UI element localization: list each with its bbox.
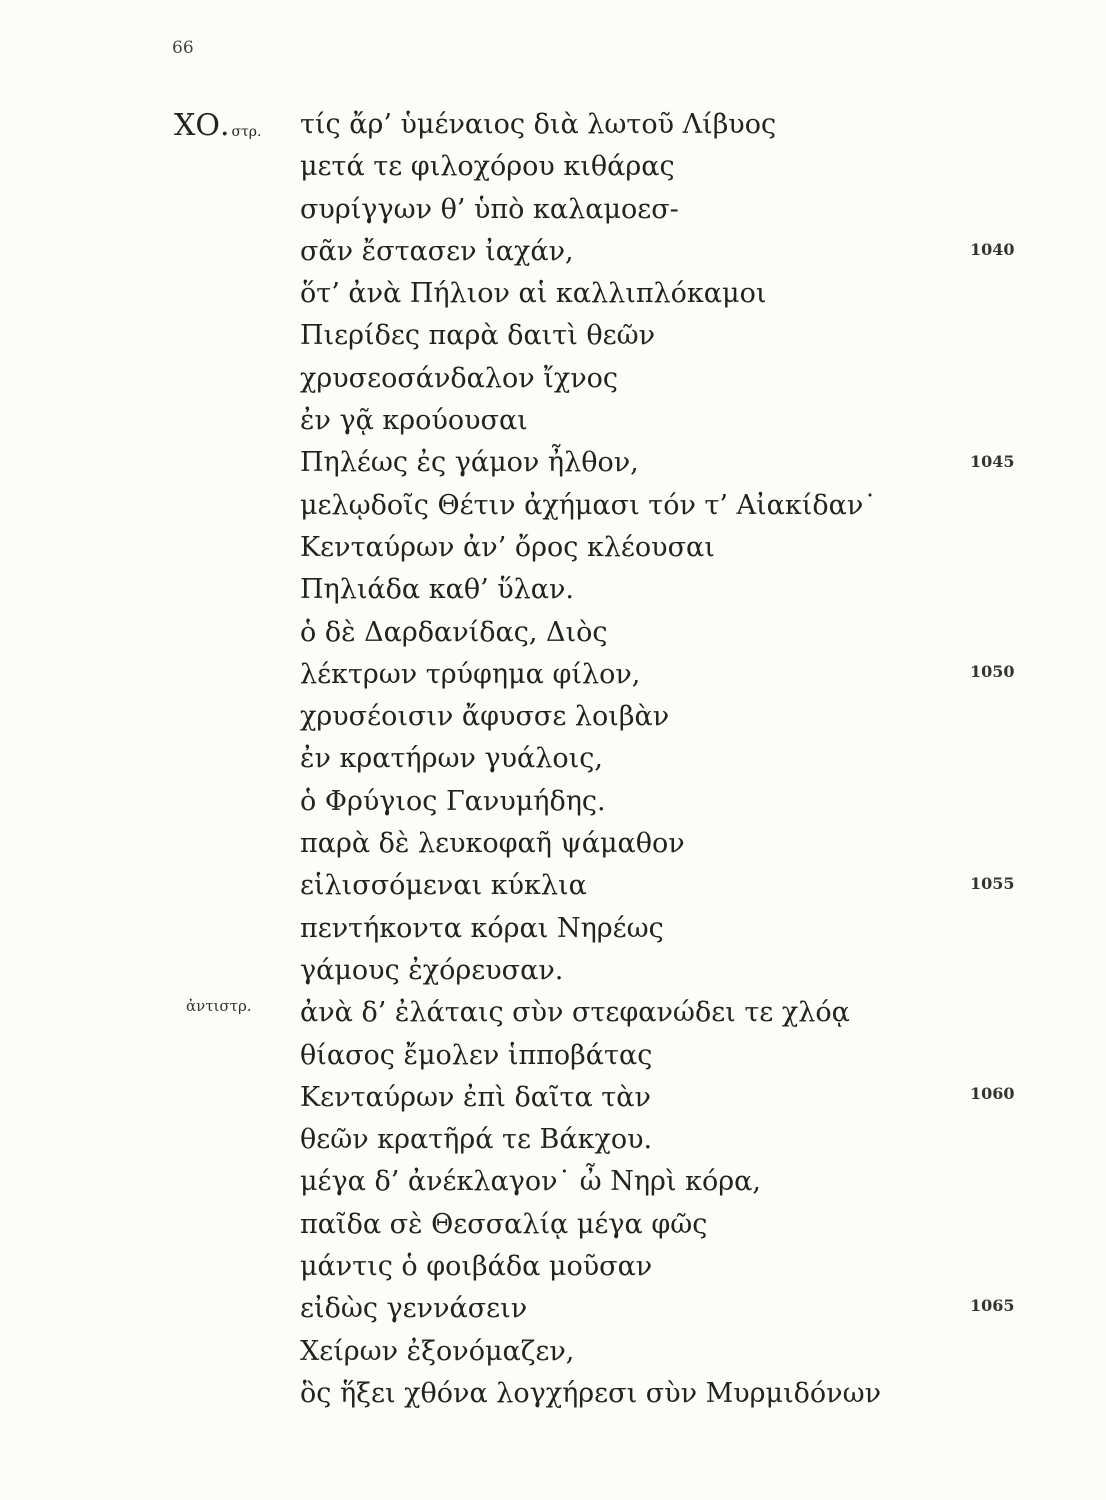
verse-line: γάμους ἐχόρευσαν. — [300, 954, 564, 986]
verse-line: θίασος ἔμολεν ἱπποβάτας — [300, 1039, 653, 1071]
verse-line: εἱλισσόμεναι κύκλια — [300, 870, 587, 902]
verse-line: χρυσέοισιν ἄφυσσε λοιβὰν — [300, 701, 670, 733]
verse-line: ἐν κρατήρων γυάλοις, — [300, 743, 603, 775]
verse-line: εἰδὼς γεννάσειν — [300, 1293, 528, 1325]
verse-line: πεντήκοντα κόραι Νηρέως — [300, 912, 664, 944]
verse-line: Κενταύρων ἐπὶ δαῖτα τὰν — [300, 1081, 651, 1113]
verse-line: θεῶν κρατῆρά τε Βάκχου. — [300, 1124, 653, 1156]
verse-line: σᾶν ἔστασεν ἰαχάν, — [300, 235, 574, 267]
verse-line: ὁ Φρύγιος Γανυμήδης. — [300, 785, 606, 817]
verse-line: χρυσεοσάνδαλον ἴχνος — [300, 362, 618, 394]
verse-line: μέγα δ’ ἀνέκλαγον˙ ὦ Νηρὶ κόρα, — [300, 1166, 761, 1198]
verse-line: Πηλιάδα καθ’ ὕλαν. — [300, 574, 575, 606]
verse-line: ἀνὰ δ’ ἐλάταις σὺν στεφανώδει τε χλόᾳ — [300, 997, 850, 1029]
verse-line: Κενταύρων ἀν’ ὄρος κλέουσαι — [300, 531, 715, 563]
verse-line: ὁ δὲ Δαρδανίδας, Διὸς — [300, 616, 608, 648]
page-number: 66 — [172, 38, 194, 58]
verse-line: μελῳδοῖς Θέτιν ἀχήμασι τόν τ’ Αἰακίδαν˙ — [300, 489, 877, 521]
line-number: 1050 — [970, 662, 1015, 681]
line-number: 1055 — [970, 874, 1015, 893]
line-number: 1060 — [970, 1084, 1015, 1103]
line-number: 1040 — [970, 240, 1015, 259]
verse-line: λέκτρων τρύφημα φίλον, — [300, 658, 641, 690]
verse-line: τίς ἄρ’ ὑμέναιος διὰ λωτοῦ Λίβυος — [300, 109, 777, 140]
strophe-mark: στρ. — [231, 124, 262, 140]
verse-line: μάντις ὁ φοιβάδα μοῦσαν — [300, 1251, 653, 1283]
verse-line: ἐν γᾷ κρούουσαι — [300, 405, 528, 437]
speaker-label — [174, 104, 261, 148]
verse-line: ὃς ἥξει χθόνα λογχήρεσι σὺν Μυρμιδόνων — [300, 1377, 882, 1409]
verse-line: Χείρων ἐξονόμαζεν, — [300, 1335, 575, 1367]
verse-line: συρίγγων θ’ ὑπὸ καλαμοεσ- — [300, 193, 679, 225]
verse-line: παῖδα σὲ Θεσσαλίᾳ μέγα φῶς — [300, 1208, 708, 1240]
verse-lines — [300, 104, 881, 1415]
verse-line: ὅτ’ ἀνὰ Πήλιον αἱ καλλιπλόκαμοι — [300, 278, 767, 310]
verse-line: Πιερίδες παρὰ δαιτὶ θεῶν — [300, 320, 656, 352]
verse-line: μετά τε φιλοχόρου κιθάρας — [300, 151, 675, 183]
verse-line: Πηλέως ἐς γάμον ἦλθον, — [300, 447, 639, 479]
line-number: 1065 — [970, 1296, 1015, 1315]
antistrophe-mark: ἀντιστρ. — [186, 997, 252, 1015]
line-number: 1045 — [970, 452, 1015, 471]
verse-line: παρὰ δὲ λευκοφαῆ ψάμαθον — [300, 828, 685, 860]
speaker-name: ΧΟ. — [174, 108, 230, 143]
